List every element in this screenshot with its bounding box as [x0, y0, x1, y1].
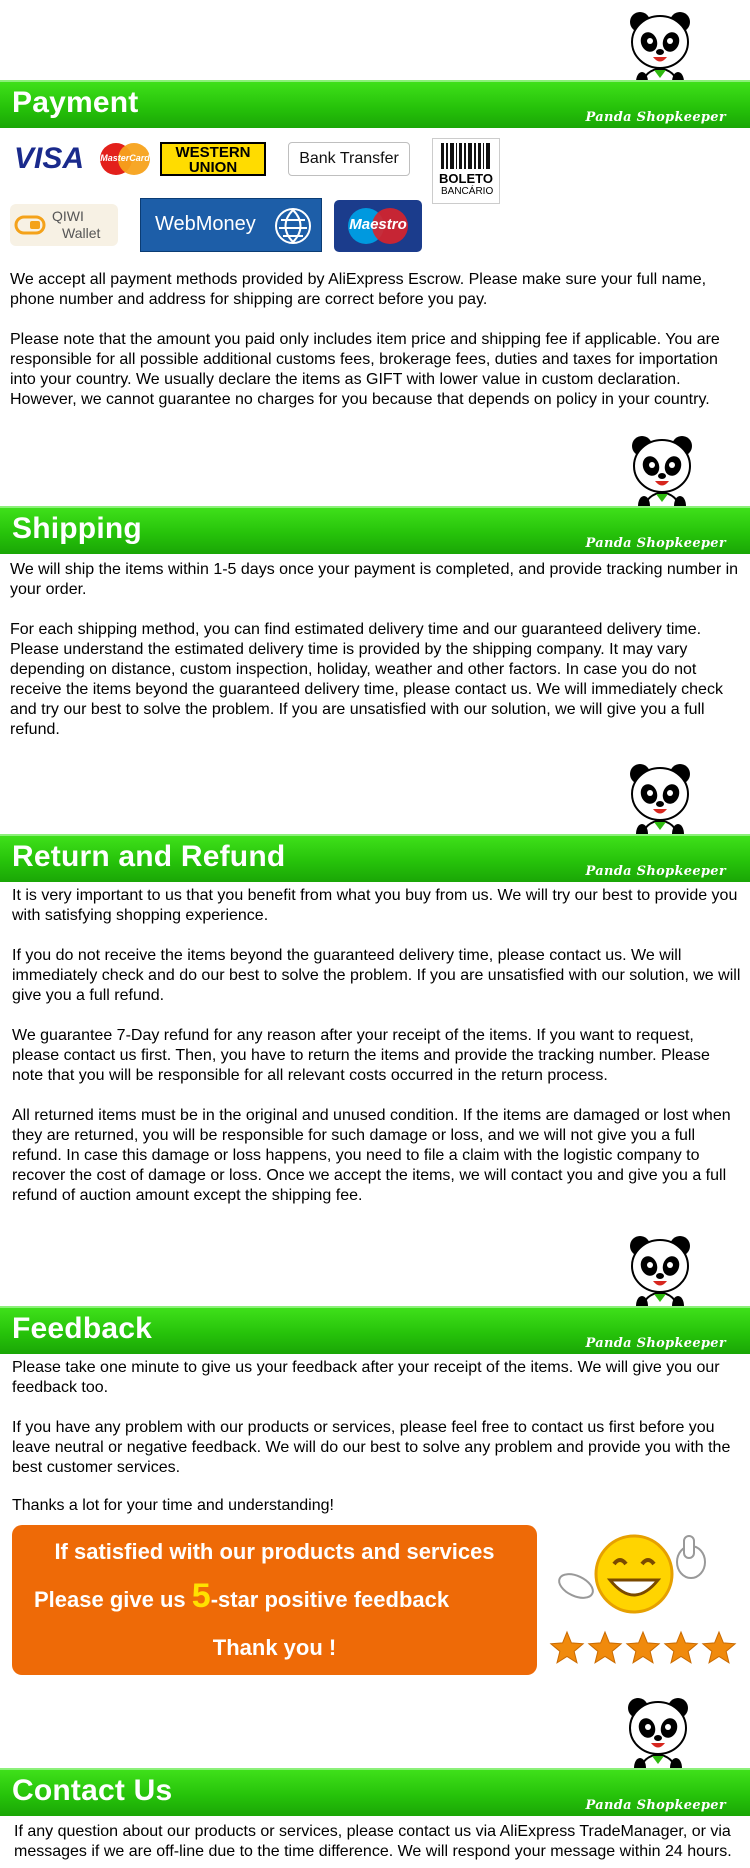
brand-label: Panda Shopkeeper	[585, 1798, 726, 1813]
contact-title: Contact Us	[12, 1774, 173, 1807]
refund-paragraph-3: We guarantee 7-Day refund for any reason after your receipt of the items. If you want to request, please contact us first. Then, you have to return the items and provide the tracking number. Please note that you will be responsible for all relevant costs occurred in the return process.	[12, 1027, 710, 1084]
five-star-rating	[548, 1628, 738, 1668]
payment-banner	[0, 80, 750, 128]
feedback-promo-box	[12, 1525, 537, 1675]
shipping-paragraph-1: We will ship the items within 1-5 days once your payment is completed, and provide tracking number in your order.	[10, 561, 739, 598]
brand-label: Panda Shopkeeper	[585, 110, 726, 125]
maestro-label: Maestro	[349, 216, 407, 233]
promo-line-3: Thank you !	[212, 1635, 337, 1660]
feedback-banner	[0, 1306, 750, 1354]
feedback-paragraph-3: Thanks a lot for your time and understanding!	[12, 1497, 334, 1514]
western-union-line2: UNION	[188, 159, 238, 176]
shipping-banner	[0, 506, 750, 554]
payment-paragraph-1: We accept all payment methods provided by AliExpress Escrow. Please make sure your full name, phone number and address for shipping are correct before you pay.	[10, 271, 707, 308]
promo-line-1: If satisfied with our products and services	[54, 1539, 495, 1564]
webmoney-label: WebMoney	[155, 213, 256, 235]
webmoney-globe-icon	[273, 206, 313, 246]
thumbs-up-smiley-icon	[556, 1528, 712, 1620]
boleto-line1: BOLETO	[439, 171, 493, 186]
refund-paragraph-1: It is very important to us that you benefit from what you buy from us. We will try our best to provide you with satisfying shopping experience.	[12, 887, 738, 924]
promo-line-2-post: -star positive feedback	[210, 1587, 450, 1612]
qiwi-line2: Wallet	[62, 225, 101, 241]
star-icon	[627, 1632, 659, 1663]
qiwi-wallet-logo-icon	[10, 204, 118, 246]
feedback-paragraph-2: If you have any problem with our products or services, please feel free to contact us first before you leave neutral or negative feedback. We will do our best to solve any problem and provide you with the best customer services.	[12, 1419, 731, 1476]
feedback-title: Feedback	[12, 1312, 152, 1345]
promo-five: 5	[191, 1577, 211, 1615]
western-union-line1: WESTERN	[175, 144, 251, 161]
refund-banner	[0, 834, 750, 882]
mastercard-logo-icon	[95, 141, 155, 177]
promo-line-2	[34, 1577, 559, 1616]
refund-paragraph-2: If you do not receive the items beyond the guaranteed delivery time, please contact us. We will immediately check and do our best to solve the problem. If you are unsatisfied with our solution, we will give you a full refund.	[12, 947, 741, 1004]
mastercard-label: MasterCard	[100, 153, 150, 163]
payment-paragraph-2: Please note that the amount you paid only includes item price and shipping fee if applicable. You are responsible for all possible additional customs fees, brokerage fees, duties and taxes for importation into your country. We usually declare the items as GIFT with lower value in custom declaration. However, we cannot guarantee no charges for you because that depends on policy in your country.	[10, 331, 720, 408]
refund-title: Return and Refund	[12, 840, 286, 873]
qiwi-line1: QIWI	[52, 208, 84, 224]
bank-transfer-label: Bank Transfer	[299, 150, 399, 167]
brand-label: Panda Shopkeeper	[585, 864, 726, 879]
brand-label: Panda Shopkeeper	[585, 1336, 726, 1351]
star-icon	[551, 1632, 583, 1663]
brand-label: Panda Shopkeeper	[585, 536, 726, 551]
visa-logo-icon	[12, 140, 86, 176]
bank-transfer-logo-icon	[288, 142, 410, 176]
star-icon	[665, 1632, 697, 1663]
visa-label: VISA	[14, 142, 85, 175]
star-icon	[703, 1632, 735, 1663]
promo-line-2-pre: Please give us	[34, 1587, 192, 1612]
maestro-logo-icon	[334, 200, 422, 252]
shipping-paragraph-2: For each shipping method, you can find estimated delivery time and our guaranteed delivery time. Please understand the estimated delivery time is provided by the shipping company. It may vary depending on distance, custom inspection, holiday, weather and other factors. In case you do not receive the items beyond the guaranteed delivery time, please contact us. We will immediately check and try our best to solve the problem. If you are unsatisfied with our solution, we will give you a full refund.	[10, 621, 723, 738]
qiwi-icon	[14, 213, 46, 237]
feedback-paragraph-1: Please take one minute to give us your feedback after your receipt of the items. We will give you our feedback too.	[12, 1359, 720, 1396]
boleto-line2: BANCÁRIO	[441, 186, 494, 197]
contact-paragraph-1: If any question about our products or services, please contact us via AliExpress TradeManager, or via messages if we are off-line due to the time difference. We will respond your message within 24 hours.	[14, 1823, 732, 1860]
shipping-title: Shipping	[12, 512, 142, 545]
webmoney-logo-icon	[140, 198, 322, 252]
refund-paragraph-4: All returned items must be in the original and unused condition. If the items are damaged or lost when they are returned, you will be responsible for such damage or loss, and we will not give you a full refund. In case this damage or loss happens, you need to file a claim with the logistic company to recover the cost of damage or loss. Once we accept the items, we will contact you and give you a full refund of auction amount except the shipping fee.	[12, 1107, 731, 1204]
barcode-icon	[441, 143, 491, 169]
payment-title: Payment	[12, 86, 139, 119]
contact-banner	[0, 1768, 750, 1816]
boleto-logo-icon	[432, 138, 500, 204]
star-icon	[589, 1632, 621, 1663]
western-union-logo-icon	[160, 142, 266, 176]
